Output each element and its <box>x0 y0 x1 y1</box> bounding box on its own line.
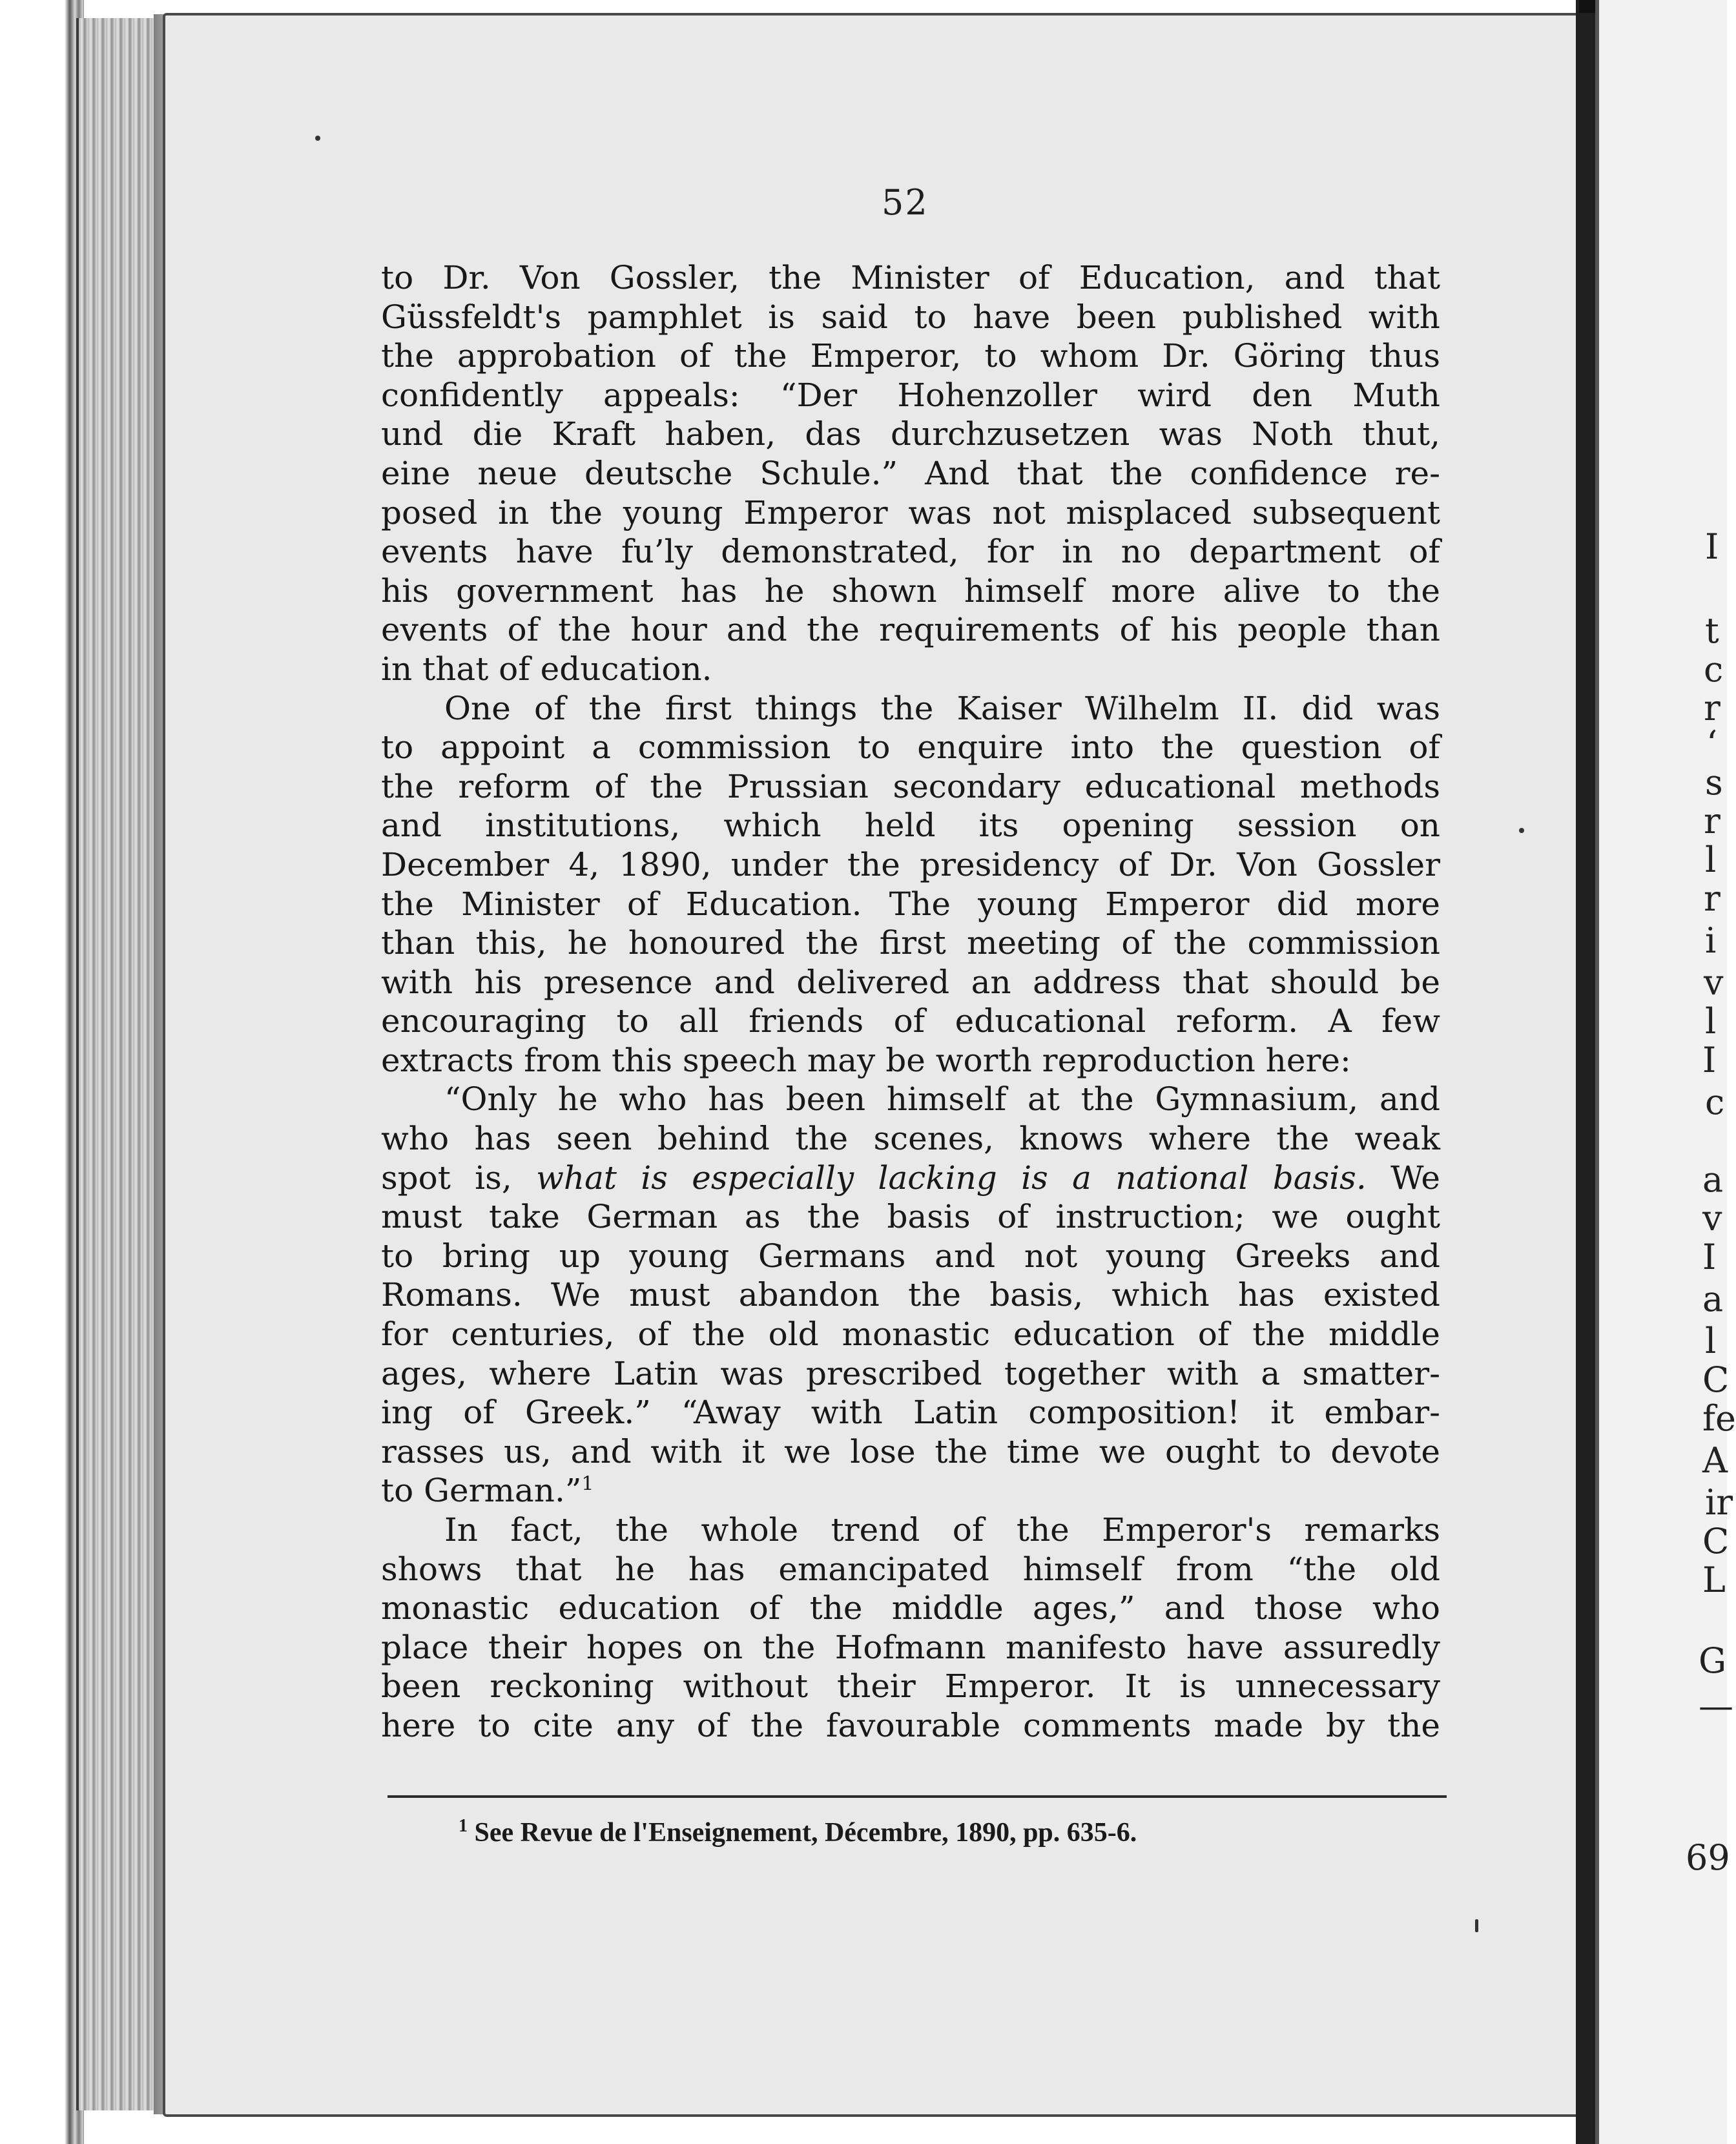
adjacent-page-letter: r <box>1704 688 1720 728</box>
text-line: confidently appeals: “Der Hohenzoller wird den Muth <box>381 376 1440 414</box>
text-line: posed in the young Emperor was not misplaced subsequent <box>381 493 1440 531</box>
adjacent-page-letter: c <box>1704 649 1724 690</box>
text-line: December 4, 1890, under the presidency of Dr. Von Gossler <box>381 845 1440 883</box>
text-line: Romans. We must abandon the basis, which has existed <box>381 1276 1440 1314</box>
text-line-with-footnote-ref <box>381 1471 1440 1510</box>
text-line: ing of Greek.” “Away with Latin composition! it embar- <box>381 1394 1440 1432</box>
text-segment: spot is, <box>381 1159 512 1197</box>
text-line: shows that he has emancipated himself from “the old <box>381 1550 1440 1588</box>
adjacent-page-letter: v <box>1702 1198 1722 1239</box>
text-line: with his presence and delivered an address that should be <box>381 963 1440 1001</box>
adjacent-page-letter: I <box>1702 1237 1717 1277</box>
text-segment: to German.” <box>381 1472 582 1510</box>
text-line: One of the first things the Kaiser Wilhelm II. did was <box>444 689 1440 727</box>
adjacent-page-letter: fe <box>1702 1398 1736 1439</box>
adjacent-page-letter: ir <box>1705 1482 1733 1523</box>
book-left-edge <box>0 0 84 2144</box>
adjacent-page-letter: s <box>1705 762 1723 803</box>
text-line: the approbation of the Emperor, to whom Dr. Göring thus <box>381 337 1440 375</box>
text-line: “Only he who has been himself at the Gymnasium, and <box>444 1080 1440 1118</box>
text-line: events of the hour and the requirements of his people than <box>381 611 1440 649</box>
text-line: than this, he honoured the first meeting of the commission <box>381 924 1440 962</box>
text-line-mixed <box>381 1159 1440 1198</box>
adjacent-page-letter: l <box>1705 1321 1717 1361</box>
text-line: encouraging to all friends of educational reform. A few <box>381 1002 1440 1040</box>
text-line: Güssfeldt's pamphlet is said to have been published with <box>381 298 1440 336</box>
adjacent-page-letter: t <box>1705 610 1719 651</box>
adjacent-page-letter: C <box>1702 1521 1730 1562</box>
text-line: to Dr. Von Gossler, the Minister of Education, and that <box>381 259 1440 296</box>
footnote <box>459 1816 1137 1848</box>
adjacent-page-letter: A <box>1702 1440 1728 1481</box>
adjacent-page-letter: a <box>1702 1159 1724 1200</box>
footnote-text: See Revue de l'Enseignement, Décembre, 1890, pp. 635-6. <box>474 1818 1137 1848</box>
footnote-rule <box>388 1795 1447 1798</box>
page-body-text <box>381 258 1440 1746</box>
text-line: rasses us, and with it we lose the time we ought to devote <box>381 1432 1440 1470</box>
scan-speck <box>315 136 320 141</box>
adjacent-page-letter: ‘ <box>1706 723 1718 764</box>
adjacent-page-letter: r <box>1704 801 1720 841</box>
italic-emphasis: what is especially lacking is a national basis. <box>536 1159 1367 1197</box>
adjacent-page-letter: G <box>1699 1640 1727 1681</box>
adjacent-page-letter: v <box>1704 962 1724 1003</box>
adjacent-page-letter: c <box>1705 1082 1725 1122</box>
footnote-ref[interactable]: 1 <box>581 1472 594 1496</box>
text-line: for centuries, of the old monastic education of the middle <box>381 1315 1440 1354</box>
text-line: place their hopes on the Hofmann manifesto have assuredly <box>381 1628 1440 1666</box>
text-line: been reckoning without their Emperor. It is unnecessary <box>381 1667 1440 1706</box>
text-line: to appoint a commission to enquire into the question of <box>381 728 1440 767</box>
text-line: und die Kraft haben, das durchzusetzen was Noth thut, <box>381 415 1440 453</box>
text-line: events have fu’ly demonstrated, for in no department of <box>381 533 1440 571</box>
text-line: and institutions, which held its opening session on <box>381 807 1440 845</box>
adjacent-page-letter: r <box>1704 878 1720 919</box>
text-line: his government has he shown himself more alive to the <box>381 572 1440 610</box>
text-line: the reform of the Prussian secondary educational methods <box>381 767 1440 805</box>
text-segment: We <box>1390 1159 1440 1197</box>
text-line: eine neue deutsche Schule.” And that the confidence re- <box>381 454 1440 492</box>
text-line: In fact, the whole trend of the Emperor's remarks <box>444 1511 1440 1549</box>
adjacent-page-letter: l <box>1705 840 1717 880</box>
text-line: to bring up young Germans and not young Greeks and <box>381 1237 1440 1275</box>
text-line: monastic education of the middle ages,” and those who <box>381 1589 1440 1627</box>
adjacent-page-letter: C <box>1702 1359 1730 1400</box>
text-line: must take German as the basis of instruction; we ought <box>381 1198 1440 1236</box>
book-gutter <box>1576 0 1595 2144</box>
footnote-marker: 1 <box>459 1816 468 1836</box>
adjacent-page-letter: — <box>1699 1685 1733 1726</box>
adjacent-page-letter: I <box>1705 526 1719 567</box>
adjacent-page-letter: a <box>1702 1279 1724 1319</box>
text-line: extracts from this speech may be worth reproduction here: <box>381 1041 1351 1079</box>
page-number: 52 <box>882 182 929 223</box>
adjacent-page-letter: l <box>1705 1001 1717 1042</box>
text-line: here to cite any of the favourable comments made by the <box>381 1706 1440 1744</box>
adjacent-page-letter: I <box>1702 1040 1717 1080</box>
text-line: who has seen behind the scenes, knows where the weak <box>381 1120 1440 1158</box>
text-line: ages, where Latin was prescribed together with a smatter- <box>381 1354 1440 1392</box>
scan-speck <box>1475 1919 1478 1932</box>
text-line: in that of education. <box>381 650 712 688</box>
scan-speck <box>1519 828 1524 833</box>
adjacent-page-letter: 69 <box>1686 1837 1730 1878</box>
text-line: the Minister of Education. The young Emperor did more <box>381 885 1440 923</box>
adjacent-page-letter: L <box>1702 1560 1726 1600</box>
adjacent-page-letter: i <box>1705 920 1717 961</box>
